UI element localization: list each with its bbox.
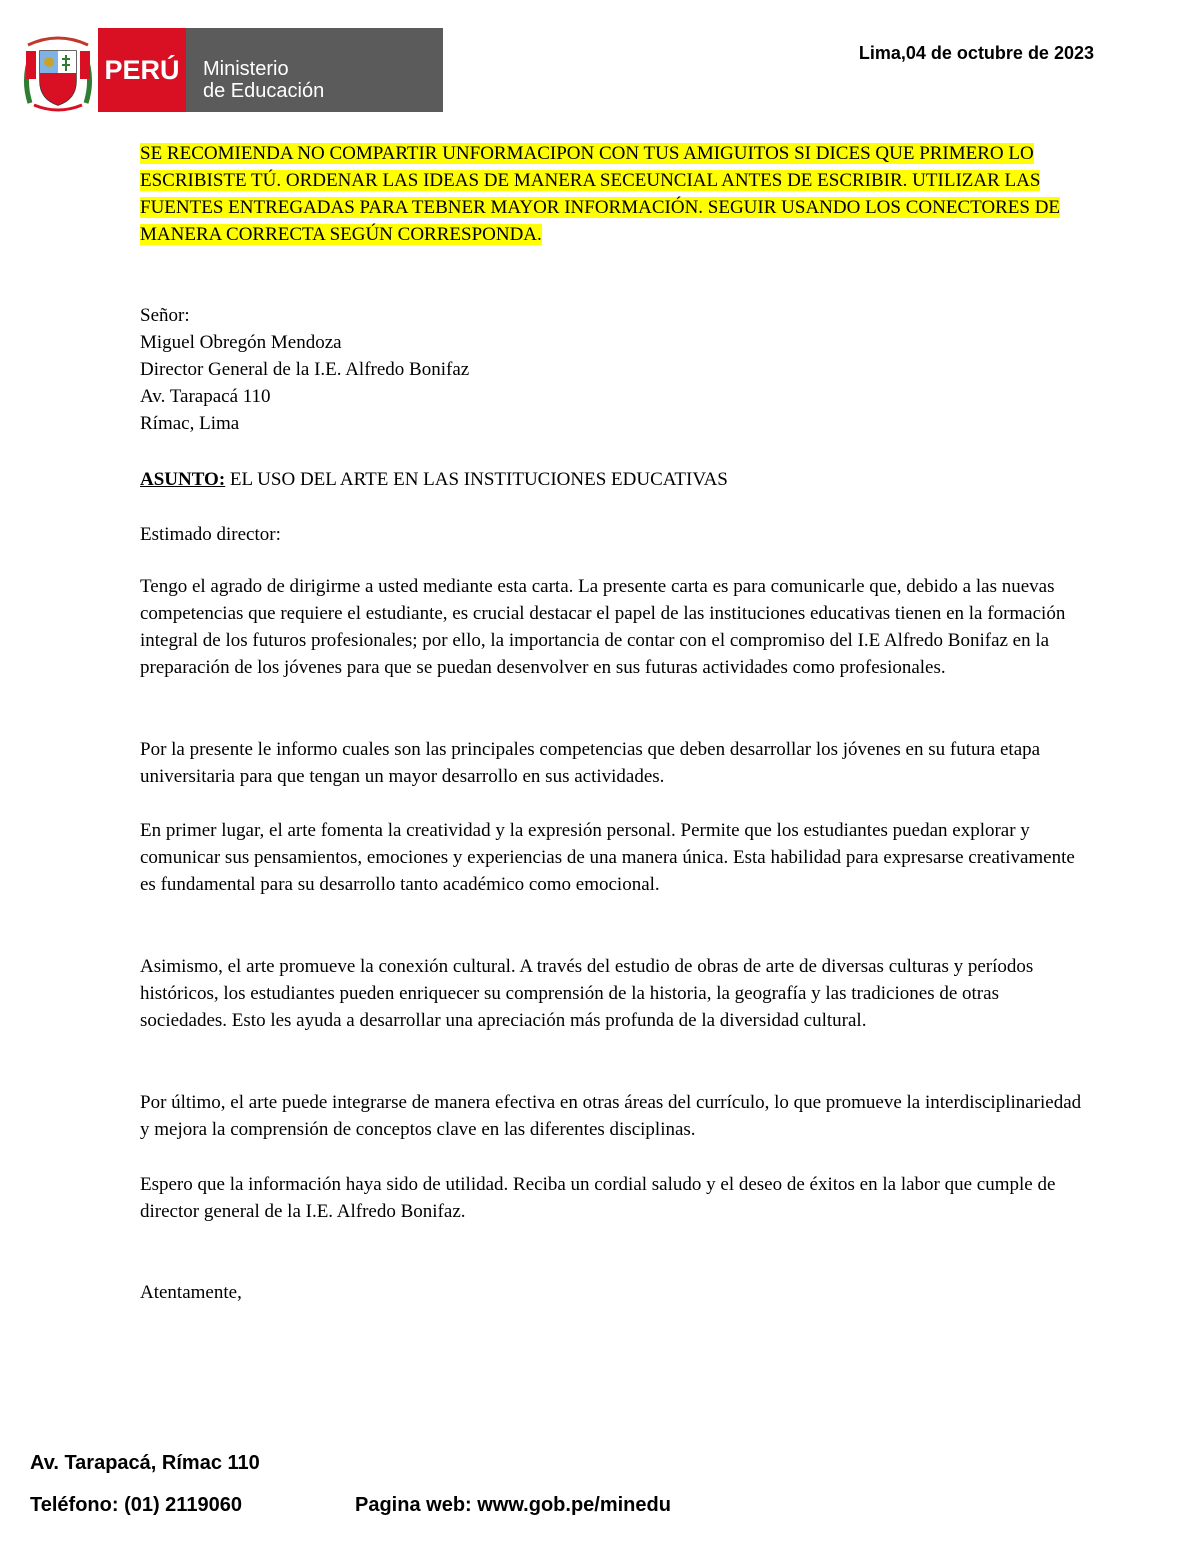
recipient-salutation: Señor: (140, 305, 190, 326)
logo-peru-label: PERÚ (98, 28, 186, 112)
recipient-address: Av. Tarapacá 110 (140, 386, 271, 407)
body-paragraph-3: En primer lugar, el arte fomenta la creatividad y la expresión personal. Permite que los estudiantes puedan explorar y comunicar sus pensamientos, emociones y experiencias de una manera única. Esta habilidad para expresarse creativamente es fundamental para su desarrollo tanto académico como emocional. (140, 820, 1075, 895)
body-paragraph-2: Por la presente le informo cuales son las principales competencias que deben desarrollar los jóvenes en su futura etapa universitaria para que tengan un mayor desarrollo en sus actividades. (140, 739, 1041, 787)
recipient-title: Director General de la I.E. Alfredo Bonifaz (140, 359, 470, 380)
letter-date: Lima,04 de octubre de 2023 (858, 43, 1094, 63)
footer-phone: Teléfono: (01) 2119060 (30, 1494, 242, 1516)
subject-label: ASUNTO: (140, 469, 226, 490)
greeting: Estimado director: (140, 524, 281, 545)
body-paragraph-5: Por último, el arte puede integrarse de manera efectiva en otras áreas del currículo, lo que promueve la interdisciplinariedad y mejora la comprensión de conceptos clave en las diferentes disciplinas. (140, 1092, 1082, 1140)
closing: Atentamente, (140, 1282, 242, 1303)
peru-coat-of-arms-icon (20, 33, 96, 113)
body-paragraph-6: Espero que la información haya sido de utilidad. Reciba un cordial saludo y el deseo de éxitos en la labor que cumple de director general de la I.E. Alfredo Bonifaz. (140, 1174, 1056, 1222)
footer-website: Pagina web: www.gob.pe/minedu (355, 1494, 671, 1516)
subject-line (140, 466, 1085, 493)
logo-ministry-line1: Ministerio (203, 58, 289, 80)
recipient-block (140, 302, 1085, 437)
recipient-city: Rímac, Lima (140, 413, 240, 434)
body-paragraph-1: Tengo el agrado de dirigirme a usted mediante esta carta. La presente carta es para comunicarle que, debido a las nuevas competencias que requiere el estudiante, es crucial destacar el papel de las instituciones educativas tienen en la formación integral de los futuros profesionales; por ello, la importancia de contar con el compromiso del I.E Alfredo Bonifaz en la preparación de los jóvenes para que se puedan desenvolver en sus futuras actividades como profesionales. (140, 576, 1066, 678)
highlight-note-text: SE RECOMIENDA NO COMPARTIR UNFORMACIPON CON TUS AMIGUITOS SI DICES QUE PRIMERO LO ESCRIBISTE TÚ. ORDENAR LAS IDEAS DE MANERA SECEUNCIAL ANTES DE ESCRIBIR. UTILIZAR LAS FUENTES ENTREGADAS PARA TEBNER MAYOR INFORMACIÓN. SEGUIR USANDO LOS CONECTORES DE MANERA CORRECTA SEGÚN CORRESPONDA. (140, 143, 1061, 245)
recipient-name: Miguel Obregón Mendoza (140, 332, 342, 353)
logo-ministry-label (186, 28, 443, 112)
logo-ministry-line2: de Educación (203, 80, 325, 102)
subject-text: EL USO DEL ARTE EN LAS INSTITUCIONES EDUCATIVAS (225, 469, 728, 490)
body-paragraph-4: Asimismo, el arte promueve la conexión cultural. A través del estudio de obras de arte de diversas culturas y períodos históricos, los estudiantes pueden enriquecer su comprensión de la historia, la geografía y las tradiciones de otras sociedades. Esto les ayuda a desarrollar una apreciación más profunda de la diversidad cultural. (140, 956, 1034, 1031)
footer-address: Av. Tarapacá, Rímac 110 (30, 1452, 260, 1474)
highlight-note (140, 140, 1085, 248)
